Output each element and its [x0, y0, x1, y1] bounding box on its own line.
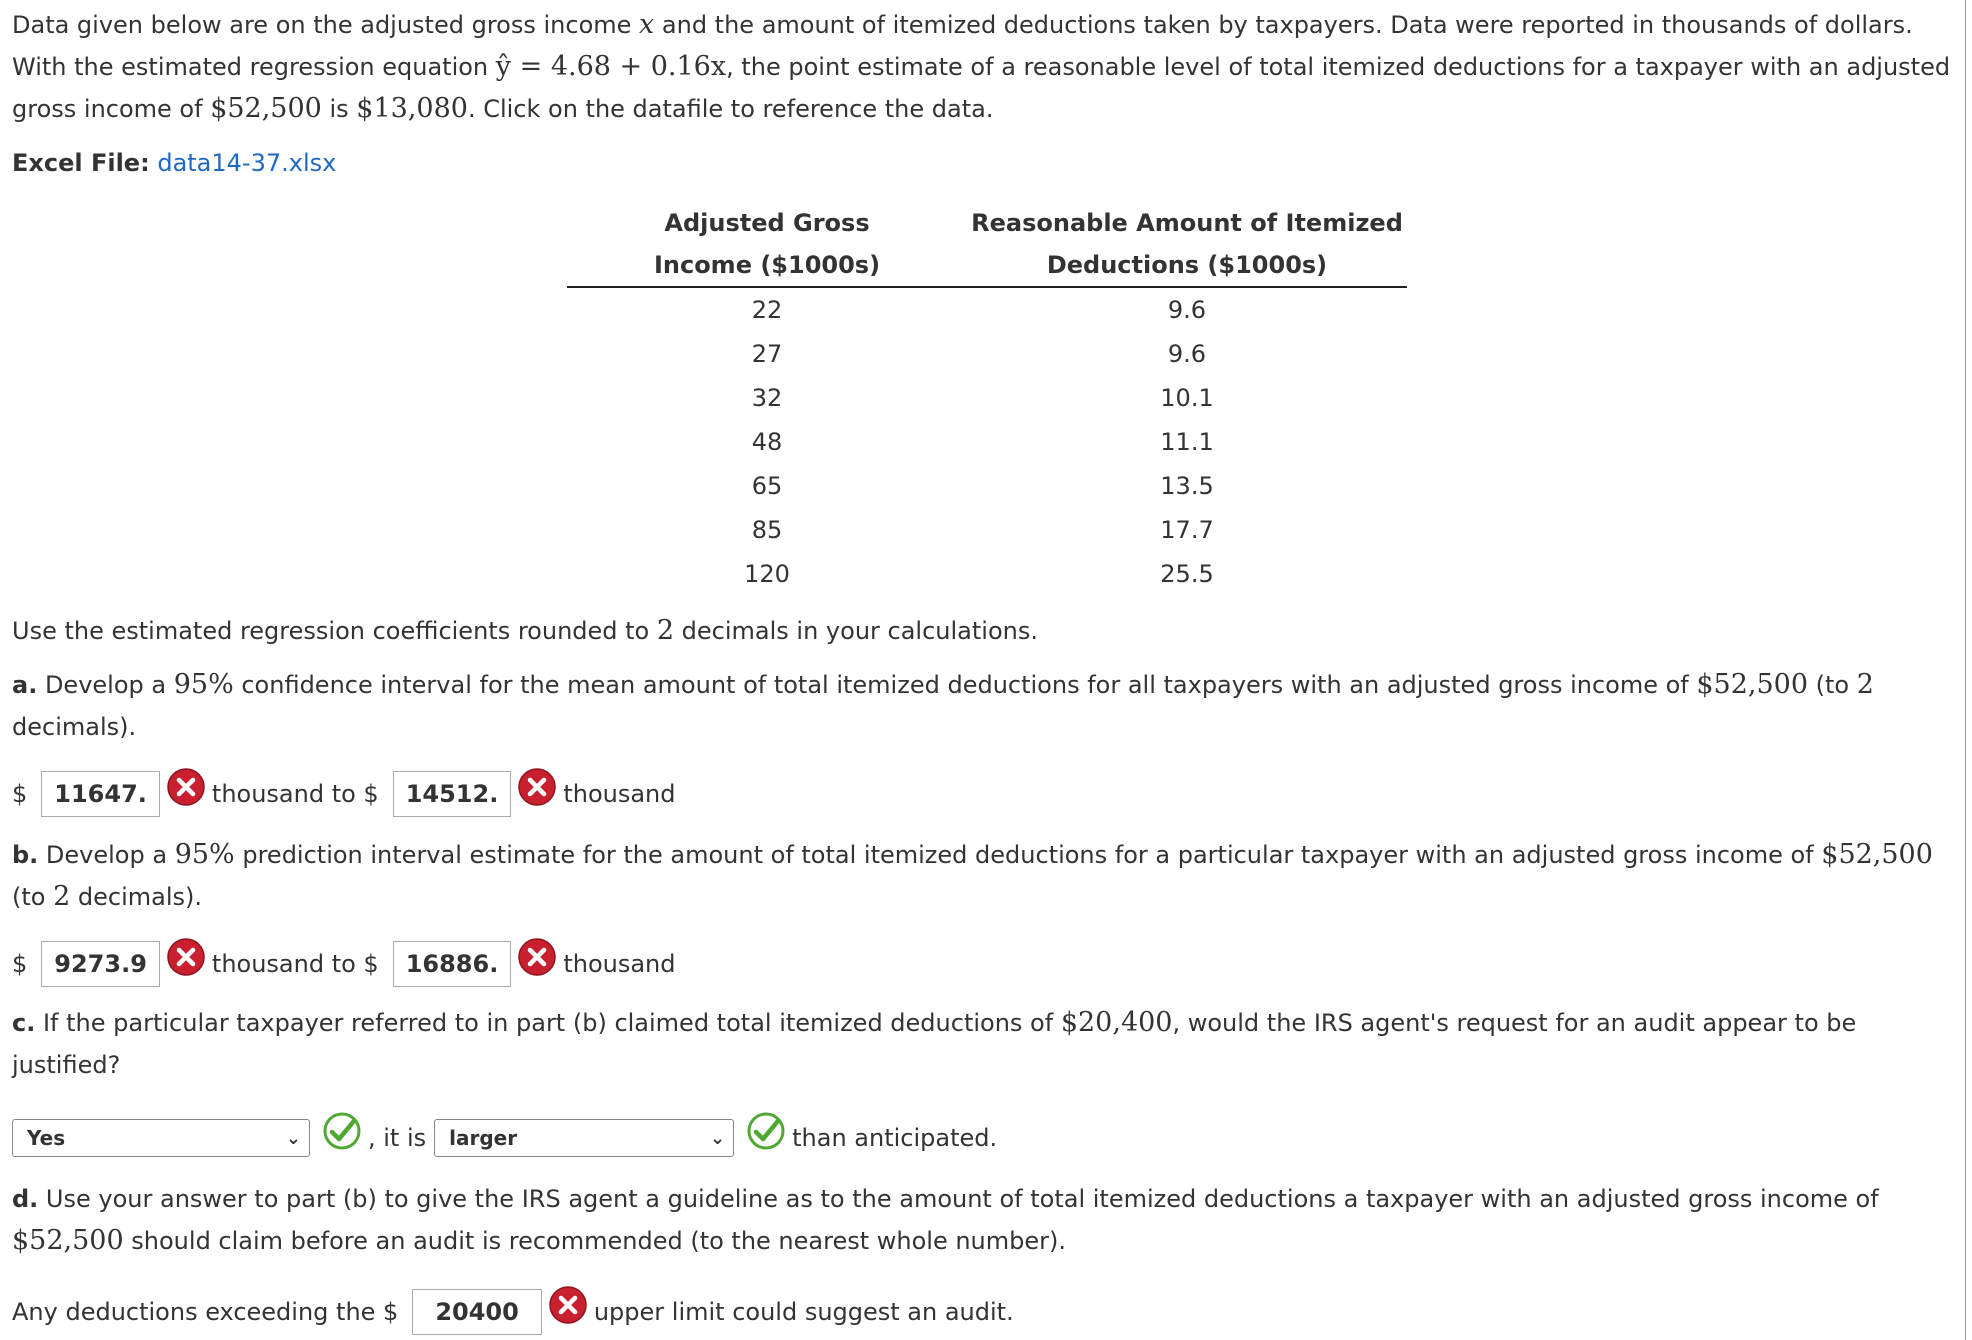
- incorrect-icon: [517, 767, 557, 807]
- question-container: [12, 0, 1962, 1340]
- part-a-answer-row: $ 11647. thousand to $ 14512. thousand: [12, 766, 1962, 822]
- table-row: 65 13.5: [751, 472, 1214, 500]
- part-c-question: c. If the particular taxpayer referred to in part (b) claimed total itemized deductions of $20,400, would the IRS agent's request for an audit appear to be justified?: [12, 1007, 1857, 1079]
- part-b-answer-row: $ 9273.9 thousand to $ 16886. thousand: [12, 936, 1962, 992]
- col2-header-line1: Reasonable Amount of Itemized: [971, 209, 1403, 237]
- part-b-lower-input[interactable]: 9273.9: [41, 941, 160, 987]
- excel-file-link[interactable]: data14-37.xlsx: [157, 149, 337, 177]
- regression-equation: ŷ = 4.68 + 0.16x: [495, 51, 727, 82]
- part-d-answer-row: Any deductions exceeding the $ 20400 upper limit could suggest an audit.: [12, 1284, 1962, 1340]
- incorrect-icon: [548, 1285, 588, 1325]
- table-row: 27 9.6: [751, 340, 1207, 368]
- incorrect-icon: [166, 767, 206, 807]
- chevron-down-icon: ⌄: [710, 1127, 726, 1149]
- correct-icon: [322, 1111, 362, 1151]
- data-table: [567, 202, 1407, 596]
- col1-header-line2: Income ($1000s): [567, 244, 967, 287]
- instruction-text: Use the estimated regression coefficients rounded to 2 decimals in your calculations.: [12, 615, 1038, 646]
- part-d-question: d. Use your answer to part (b) to give the IRS agent a guideline as to the amount of total itemized deductions a taxpayer with an adjusted gross income of $52,500 should claim before an audit is recommended (to the nearest whole number).: [12, 1185, 1879, 1256]
- table-row: 48 11.1: [751, 428, 1214, 456]
- excel-file-line: [12, 142, 1962, 184]
- excel-file-label: Excel File:: [12, 149, 150, 177]
- part-d-upper-limit-input[interactable]: 20400: [412, 1289, 542, 1335]
- table-row: 120 25.5: [744, 560, 1214, 588]
- table-row: 22 9.6: [751, 296, 1207, 324]
- incorrect-icon: [166, 937, 206, 977]
- part-a-upper-input[interactable]: 14512.: [393, 771, 512, 817]
- comparison-select[interactable]: larger ⌄: [434, 1119, 734, 1157]
- chevron-down-icon: ⌄: [285, 1127, 301, 1149]
- part-a-lower-input[interactable]: 11647.: [41, 771, 160, 817]
- table-row: 32 10.1: [751, 384, 1214, 412]
- x-variable: x: [639, 9, 655, 40]
- part-b-question: b. Develop a 95% prediction interval estimate for the amount of total itemized deductions for a particular taxpayer with an adjusted gross income of $52,500 (to 2 decimals).: [12, 839, 1933, 912]
- scrollbar[interactable]: [1965, 0, 1972, 1340]
- col1-header-line1: Adjusted Gross: [664, 209, 870, 237]
- part-b-upper-input[interactable]: 16886.: [393, 941, 512, 987]
- audit-justified-select[interactable]: Yes ⌄: [12, 1119, 310, 1157]
- col2-header-line2: Deductions ($1000s): [967, 244, 1407, 287]
- intro-paragraph: Data given below are on the adjusted gross income x and the amount of itemized deductions taken by taxpayers. Data were reported in thousands of dollars. With the estimated regression equation ŷ = 4.68 + 0.16x, the point estimate of a reasonable level of total itemized deductions for a taxpayer with an adjusted gross income of $52,500 is $13,080. Click on the datafile to reference the data.: [12, 9, 1951, 124]
- incorrect-icon: [517, 937, 557, 977]
- part-a-question: a. Develop a 95% confidence interval for the mean amount of total itemized deductions for all taxpayers with an adjusted gross income of $52,500 (to 2 decimals).: [12, 669, 1874, 741]
- part-c-answer-row: Yes ⌄ , it is larger ⌄ than anticipated.: [12, 1110, 1962, 1166]
- table-row: 85 17.7: [751, 516, 1214, 544]
- correct-icon: [746, 1111, 786, 1151]
